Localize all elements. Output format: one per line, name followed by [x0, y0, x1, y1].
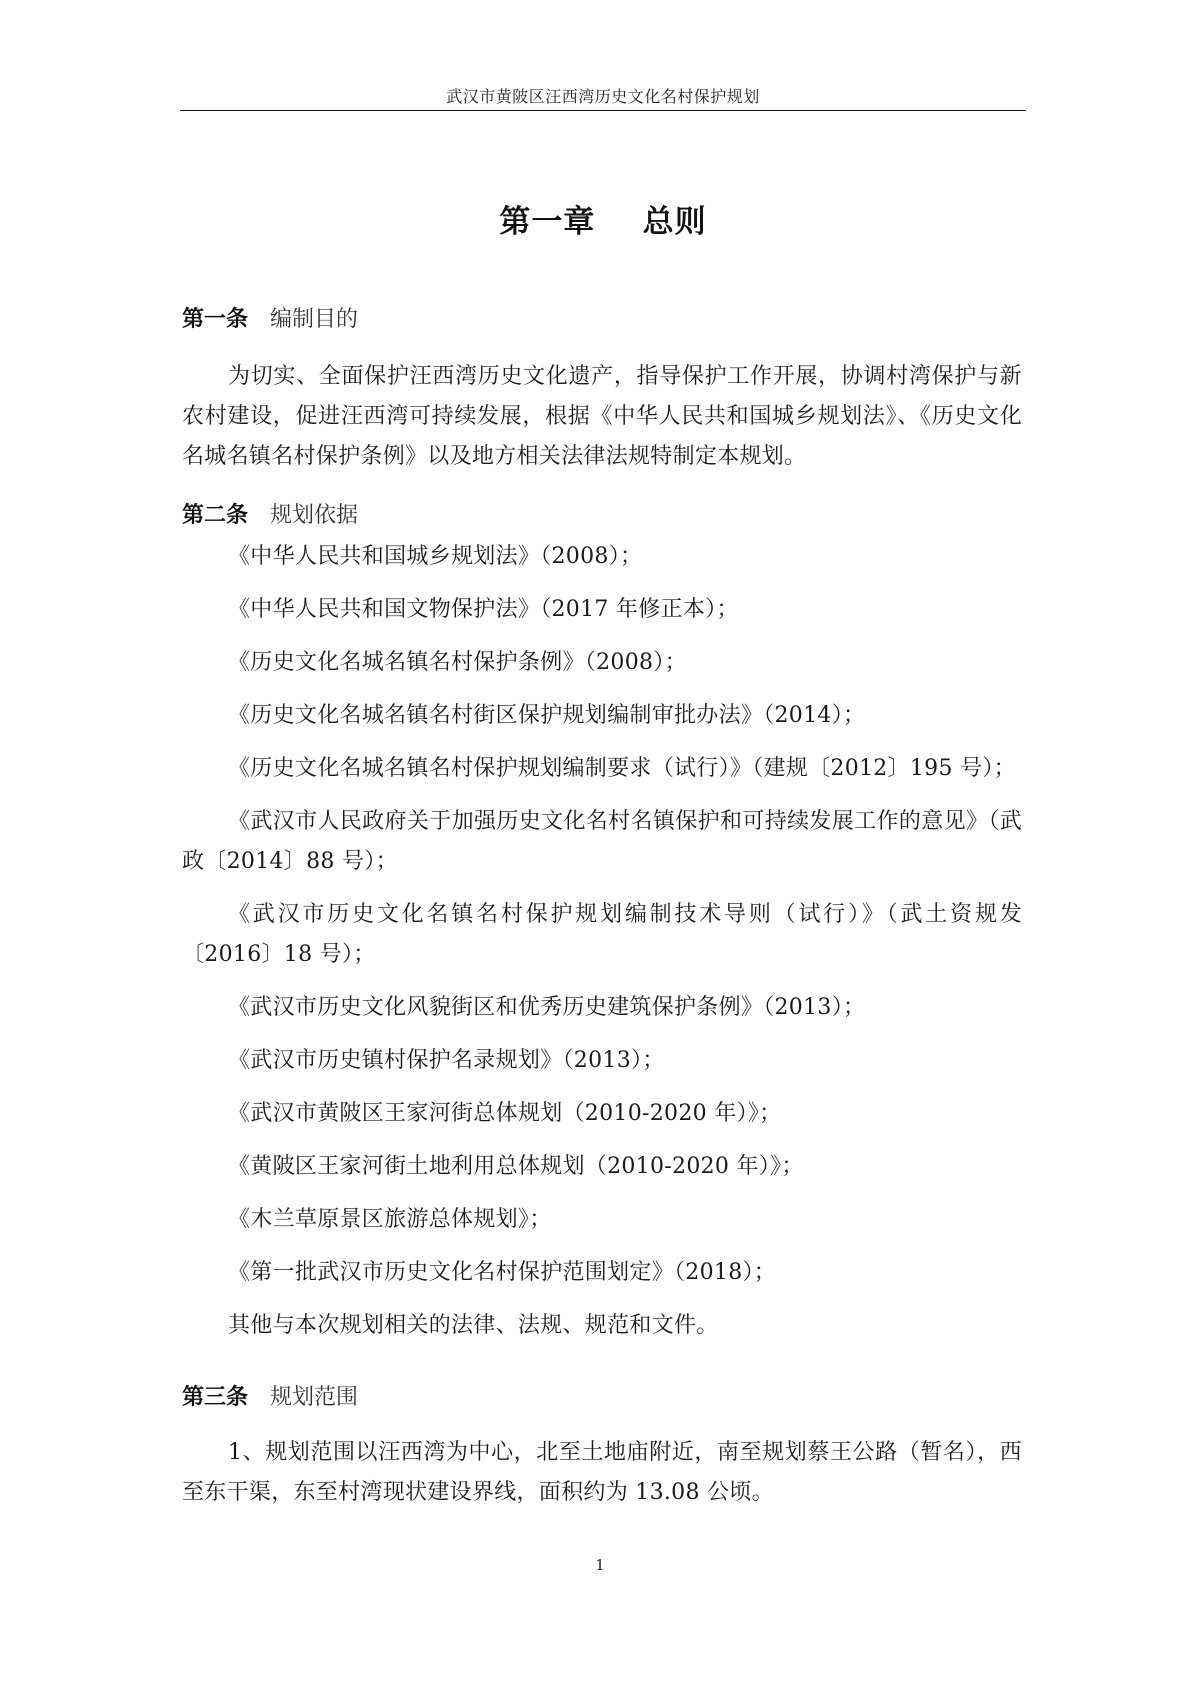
page-number: 1 [595, 1556, 605, 1574]
reference-item: 《中华人民共和国文物保护法》（2017 年修正本）； [228, 597, 739, 622]
reference-item: 《武汉市历史文化名镇名村保护规划编制技术导则（试行）》（武土资规发〔2016〕18 号）； [182, 902, 1022, 967]
article-number: 第一条 [182, 307, 249, 332]
reference-item: 其他与本次规划相关的法律、法规、规范和文件。 [228, 1313, 719, 1338]
reference-item: 《历史文化名城名镇名村保护规划编制要求（试行）》（建规〔2012〕195 号）； [228, 756, 1016, 781]
reference-item: 《历史文化名城名镇名村保护条例》（2008）； [228, 650, 687, 675]
article-name: 规划范围 [270, 1385, 359, 1410]
reference-item: 《武汉市黄陂区王家河街总体规划（2010-2020 年）》； [228, 1101, 782, 1126]
reference-list [182, 537, 1022, 1359]
article-number: 第二条 [182, 503, 249, 528]
header-divider [180, 110, 1026, 111]
reference-item: 《武汉市历史镇村保护名录规划》（2013）； [228, 1048, 665, 1073]
article-1-heading [182, 302, 358, 333]
article-name: 编制目的 [270, 307, 359, 332]
running-header: 武汉市黄陂区汪西湾历史文化名村保护规划 [446, 87, 760, 106]
reference-item: 《历史文化名城名镇名村街区保护规划编制审批办法》（2014）； [228, 703, 866, 728]
reference-item: 《黄陂区王家河街土地利用总体规划（2010-2020 年）》； [228, 1154, 804, 1179]
chapter-title: 第一章 总则 [499, 204, 707, 240]
reference-item: 《武汉市人民政府关于加强历史文化名村名镇保护和可持续发展工作的意见》（武政〔2014〕88 号）； [182, 809, 1022, 874]
reference-item: 《中华人民共和国城乡规划法》（2008）； [228, 544, 643, 569]
article-3-paragraph: 1、规划范围以汪西湾为中心，北至土地庙附近，南至规划蔡王公路（暂名），西至东干渠，东至村湾现状建设界线，面积约为 13.08 公顷。 [182, 1440, 1022, 1505]
article-2-heading [182, 498, 358, 529]
article-number: 第三条 [182, 1385, 249, 1410]
article-name: 规划依据 [270, 503, 359, 528]
article-1-paragraph: 为切实、全面保护汪西湾历史文化遗产，指导保护工作开展，协调村湾保护与新农村建设，促进汪西湾可持续发展，根据《中华人民共和国城乡规划法》、《历史文化名城名镇名村保护条例》以及地方相关法律法规特制定本规划。 [182, 364, 1022, 469]
article-3-heading [182, 1380, 358, 1411]
reference-item: 《第一批武汉市历史文化名村保护范围划定》（2018）； [228, 1260, 777, 1285]
reference-item: 《武汉市历史文化风貌街区和优秀历史建筑保护条例》（2013）； [228, 995, 866, 1020]
reference-item: 《木兰草原景区旅游总体规划》； [228, 1207, 552, 1232]
